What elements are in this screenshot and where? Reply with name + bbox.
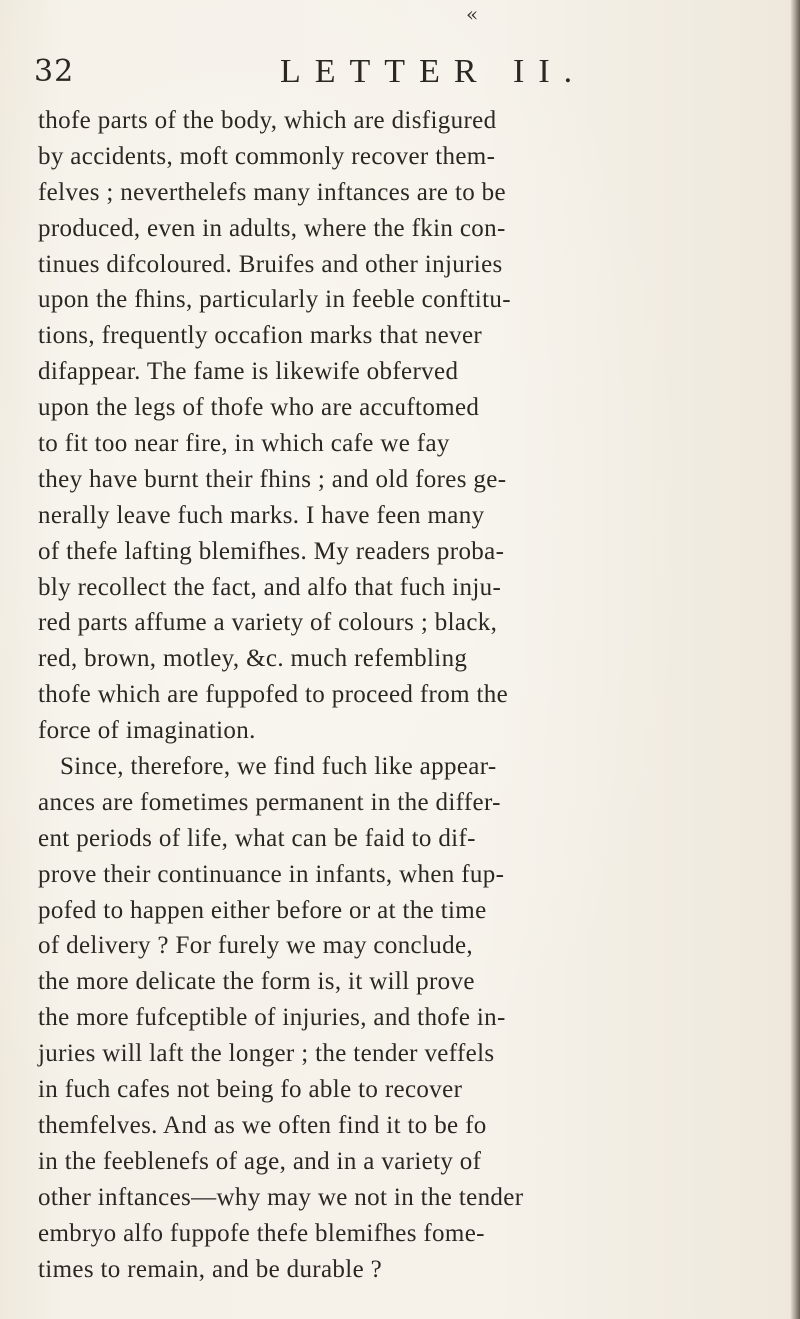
text-line: the more fufceptible of injuries, and thofe in- [38, 1004, 506, 1032]
text-line: bly recollect the fact, and alfo that fuch inju- [38, 573, 502, 601]
text-line: upon the legs of thofe who are accuftomed [38, 394, 480, 422]
page-edge-shadow [790, 0, 800, 1319]
text-line: the more delicate the form is, it will prove [38, 968, 475, 996]
text-line: by accidents, moft commonly recover them- [38, 142, 496, 170]
text-line: difappear. The fame is likewife obferved [38, 358, 459, 386]
body-text [38, 103, 778, 1287]
text-line: juries will laft the longer ; the tender veffels [38, 1040, 495, 1068]
text-line: embryo alfo fuppofe thefe blemifhes fome- [38, 1219, 485, 1247]
text-line: tinues difcoloured. Bruifes and other injuries [38, 250, 503, 278]
text-line: they have burnt their fhins ; and old fores ge- [38, 465, 507, 493]
text-line: produced, even in adults, where the fkin con- [38, 214, 506, 242]
text-line: of delivery ? For furely we may conclude, [38, 932, 474, 960]
text-line: themfelves. And as we often find it to be fo [38, 1111, 487, 1139]
text-line: tions, frequently occafion marks that never [38, 322, 483, 350]
text-line: in fuch cafes not being fo able to recover [38, 1076, 463, 1104]
text-line: upon the fhins, particularly in feeble conftitu- [38, 286, 511, 314]
text-line: thofe which are fuppofed to proceed from the [38, 681, 509, 709]
text-line: force of imagination. [38, 717, 256, 745]
text-line: red parts affume a variety of colours ; black, [38, 609, 498, 637]
text-line: of thefe lafting blemifhes. My readers proba- [38, 537, 505, 565]
top-mark: « [466, 2, 479, 26]
page-header [34, 52, 774, 92]
text-line: ent periods of life, what can be faid to dif- [38, 824, 476, 852]
page-number: 32 [34, 54, 75, 89]
running-head: LETTER II. [280, 53, 587, 90]
text-line: ances are fometimes permanent in the differ- [38, 788, 501, 816]
text-line: nerally leave fuch marks. I have feen many [38, 501, 485, 529]
text-line: prove their continuance in infants, when fup- [38, 860, 505, 888]
text-line: red, brown, motley, &c. much refembling [38, 645, 468, 673]
text-line: to fit too near fire, in which cafe we fay [38, 430, 450, 458]
text-line: other inftances—why may we not in the tender [38, 1183, 524, 1211]
text-line: times to remain, and be durable ? [38, 1255, 383, 1283]
text-line: pofed to happen either before or at the time [38, 896, 487, 924]
text-line: thofe parts of the body, which are disfigured [38, 107, 497, 134]
text-line: felves ; neverthelefs many inftances are to be [38, 178, 506, 206]
text-line: in the feeblenefs of age, and in a variety of [38, 1147, 482, 1175]
paragraph-start-line: Since, therefore, we find fuch like appear- [60, 753, 497, 781]
